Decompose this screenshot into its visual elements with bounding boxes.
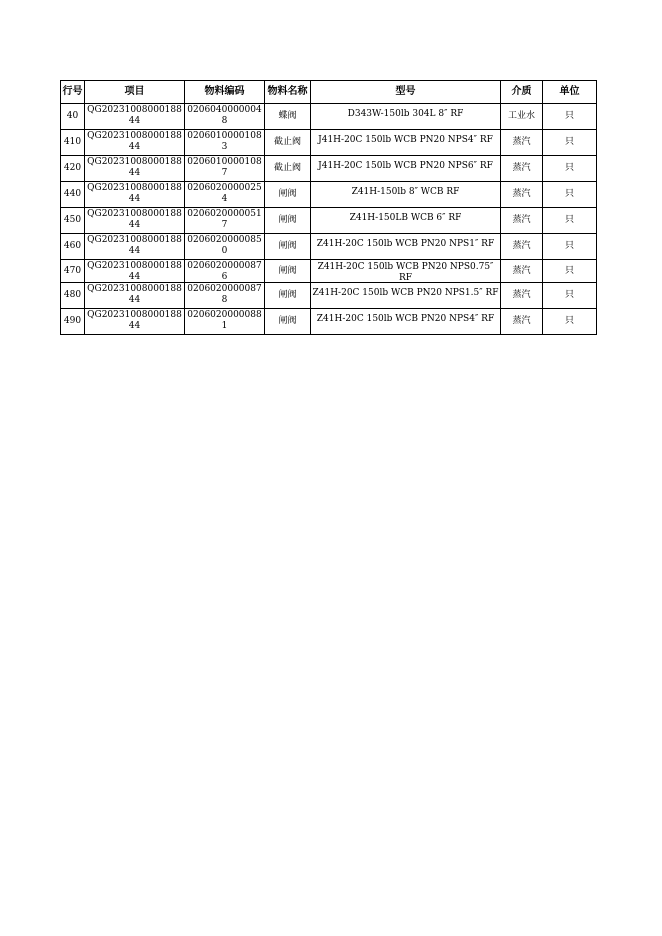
header-line-no[interactable]: 行号: [61, 81, 85, 104]
cell-material-code[interactable]: 02060100001083: [185, 130, 265, 156]
cell-model[interactable]: J41H-20C 150lb WCB PN20 NPS4″ RF: [311, 130, 501, 156]
cell-model[interactable]: Z41H-20C 150lb WCB PN20 NPS1″ RF: [311, 234, 501, 260]
cell-line-no[interactable]: 420: [61, 156, 85, 182]
cell-medium[interactable]: 工业水: [501, 104, 543, 130]
cell-line-no[interactable]: 470: [61, 260, 85, 283]
cell-medium[interactable]: 蒸汽: [501, 283, 543, 309]
cell-line-no[interactable]: 450: [61, 208, 85, 234]
table-row: [61, 156, 597, 182]
header-row: [61, 81, 597, 104]
header-medium[interactable]: 介质: [501, 81, 543, 104]
table-row: [61, 260, 597, 283]
cell-line-no[interactable]: 440: [61, 182, 85, 208]
materials-table: [60, 80, 597, 335]
cell-material-name[interactable]: 闸阀: [265, 283, 311, 309]
cell-project[interactable]: QG2023100800018844: [85, 156, 185, 182]
table-row: [61, 309, 597, 335]
table-row: [61, 104, 597, 130]
cell-material-name[interactable]: 闸阀: [265, 208, 311, 234]
cell-model[interactable]: Z41H-150LB WCB 6″ RF: [311, 208, 501, 234]
cell-medium[interactable]: 蒸汽: [501, 234, 543, 260]
cell-model[interactable]: Z41H-20C 150lb WCB PN20 NPS1.5″ RF: [311, 283, 501, 309]
cell-medium[interactable]: 蒸汽: [501, 130, 543, 156]
cell-line-no[interactable]: 410: [61, 130, 85, 156]
cell-material-name[interactable]: 蝶阀: [265, 104, 311, 130]
cell-medium[interactable]: 蒸汽: [501, 156, 543, 182]
table-row: [61, 182, 597, 208]
cell-unit[interactable]: 只: [543, 208, 597, 234]
header-unit[interactable]: 单位: [543, 81, 597, 104]
cell-project[interactable]: QG2023100800018844: [85, 208, 185, 234]
cell-material-code[interactable]: 02060400000048: [185, 104, 265, 130]
header-model[interactable]: 型号: [311, 81, 501, 104]
cell-model[interactable]: J41H-20C 150lb WCB PN20 NPS6″ RF: [311, 156, 501, 182]
cell-project[interactable]: QG2023100800018844: [85, 182, 185, 208]
cell-material-code[interactable]: 02060200000254: [185, 182, 265, 208]
cell-project[interactable]: QG2023100800018844: [85, 309, 185, 335]
cell-unit[interactable]: 只: [543, 234, 597, 260]
cell-medium[interactable]: 蒸汽: [501, 182, 543, 208]
cell-material-name[interactable]: 截止阀: [265, 130, 311, 156]
cell-line-no[interactable]: 460: [61, 234, 85, 260]
cell-line-no[interactable]: 490: [61, 309, 85, 335]
cell-material-code[interactable]: 02060200000881: [185, 309, 265, 335]
table-row: [61, 283, 597, 309]
header-material-name[interactable]: 物料名称: [265, 81, 311, 104]
cell-material-code[interactable]: 02060200000876: [185, 260, 265, 283]
cell-unit[interactable]: 只: [543, 104, 597, 130]
table-row: [61, 234, 597, 260]
cell-material-name[interactable]: 闸阀: [265, 182, 311, 208]
cell-model[interactable]: Z41H-150lb 8″ WCB RF: [311, 182, 501, 208]
cell-unit[interactable]: 只: [543, 309, 597, 335]
cell-project[interactable]: QG2023100800018844: [85, 260, 185, 283]
cell-model[interactable]: D343W-150lb 304L 8″ RF: [311, 104, 501, 130]
cell-unit[interactable]: 只: [543, 260, 597, 283]
table-row: [61, 130, 597, 156]
cell-project[interactable]: QG2023100800018844: [85, 283, 185, 309]
cell-line-no[interactable]: 480: [61, 283, 85, 309]
cell-material-code[interactable]: 02060200000878: [185, 283, 265, 309]
cell-material-name[interactable]: 截止阀: [265, 156, 311, 182]
cell-model[interactable]: Z41H-20C 150lb WCB PN20 NPS4″ RF: [311, 309, 501, 335]
cell-unit[interactable]: 只: [543, 130, 597, 156]
cell-material-code[interactable]: 02060200000517: [185, 208, 265, 234]
cell-medium[interactable]: 蒸汽: [501, 260, 543, 283]
cell-medium[interactable]: 蒸汽: [501, 208, 543, 234]
cell-unit[interactable]: 只: [543, 156, 597, 182]
cell-material-code[interactable]: 02060200000850: [185, 234, 265, 260]
header-material-code[interactable]: 物料编码: [185, 81, 265, 104]
cell-material-code[interactable]: 02060100001087: [185, 156, 265, 182]
cell-material-name[interactable]: 闸阀: [265, 309, 311, 335]
cell-line-no[interactable]: 40: [61, 104, 85, 130]
cell-unit[interactable]: 只: [543, 283, 597, 309]
cell-project[interactable]: QG2023100800018844: [85, 234, 185, 260]
cell-unit[interactable]: 只: [543, 182, 597, 208]
cell-model[interactable]: Z41H-20C 150lb WCB PN20 NPS0.75″ RF: [311, 260, 501, 283]
table-row: [61, 208, 597, 234]
cell-material-name[interactable]: 闸阀: [265, 234, 311, 260]
cell-project[interactable]: QG2023100800018844: [85, 104, 185, 130]
cell-medium[interactable]: 蒸汽: [501, 309, 543, 335]
cell-material-name[interactable]: 闸阀: [265, 260, 311, 283]
header-project[interactable]: 项目: [85, 81, 185, 104]
spreadsheet-sheet: [60, 80, 597, 335]
cell-project[interactable]: QG2023100800018844: [85, 130, 185, 156]
